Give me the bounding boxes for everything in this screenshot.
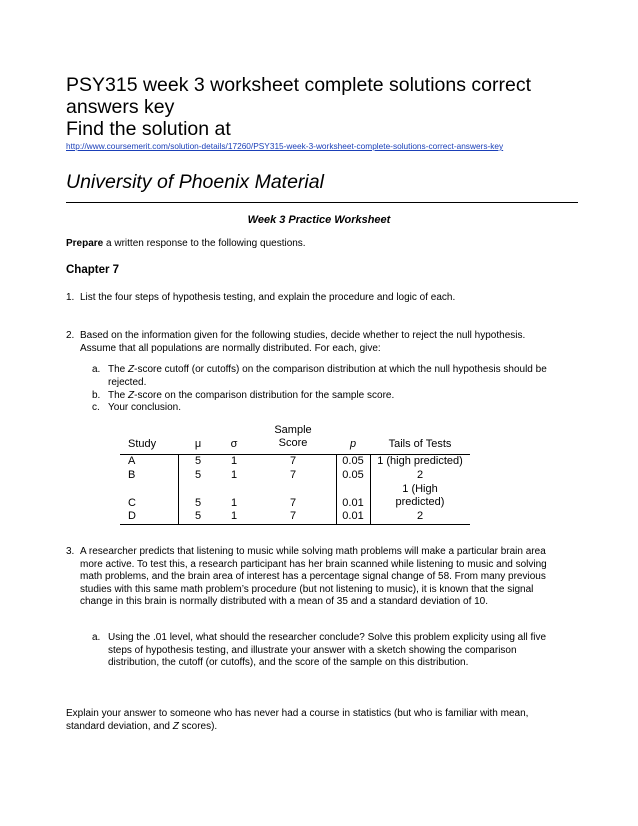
question-number: 1. xyxy=(66,292,75,303)
explain-instructions: Explain your answer to someone who has never had a course in statistics (but who is familiar with mean, standard deviation, and Z scores). xyxy=(66,708,529,732)
header-p: p xyxy=(349,438,357,450)
question-3 xyxy=(66,546,562,622)
prepare-bold: Prepare xyxy=(66,238,104,249)
sub-label: a. xyxy=(92,364,101,375)
question-number: 2. xyxy=(66,330,75,341)
horizontal-divider xyxy=(66,202,578,203)
cell-p: 0.01 xyxy=(342,497,364,509)
cell-score: 7 xyxy=(289,455,297,467)
cell-tails: 2 xyxy=(416,510,424,522)
table-row xyxy=(120,469,470,483)
cell-mu: 5 xyxy=(194,455,202,467)
question-2c xyxy=(80,402,560,416)
prepare-rest: a written response to the following questions. xyxy=(103,238,306,249)
cell-sigma: 1 xyxy=(230,469,238,481)
cell-score: 7 xyxy=(289,497,297,509)
cell-tails: 1 (high predicted) xyxy=(377,455,463,467)
cell-p: 0.05 xyxy=(342,455,364,467)
cell-tails: 1 (High predicted) xyxy=(395,483,445,508)
cell-score: 7 xyxy=(289,469,297,481)
cell-mu: 5 xyxy=(194,497,202,509)
cell-study: C xyxy=(128,497,136,509)
title-line-3: Find the solution at xyxy=(66,118,231,140)
header-sample-score: Sample Score xyxy=(274,424,312,449)
header-sigma: σ xyxy=(230,438,238,450)
sub-label: a. xyxy=(92,632,101,643)
institution-heading: University of Phoenix Material xyxy=(66,171,324,193)
cell-mu: 5 xyxy=(194,510,202,522)
cell-tails: 2 xyxy=(416,469,424,481)
sub-label: b. xyxy=(92,390,101,401)
header-study: Study xyxy=(128,438,157,450)
cell-study: A xyxy=(128,455,136,467)
cell-p: 0.05 xyxy=(342,469,364,481)
sub-label: c. xyxy=(92,402,100,413)
cell-p: 0.01 xyxy=(342,510,364,522)
question-number: 3. xyxy=(66,546,75,557)
question-text: List the four steps of hypothesis testing, and explain the procedure and logic of each. xyxy=(80,292,456,303)
table-row xyxy=(120,455,470,469)
sub-text: The Z-score on the comparison distribution for the sample score. xyxy=(108,390,395,401)
cell-sigma: 1 xyxy=(230,497,238,509)
title-line-2: answers key xyxy=(66,96,175,118)
cell-study: B xyxy=(128,469,136,481)
sub-text: Using the .01 level, what should the researcher conclude? Solve this problem explicity using all five steps of hypothesis testing, and illustrate your answer with a sketch showing the comparison distribution, the cutoff (or cutoffs), and the score of the sample on this distribution. xyxy=(108,632,547,668)
table-row xyxy=(120,510,470,525)
table-header-row xyxy=(120,420,470,455)
cell-score: 7 xyxy=(289,510,297,522)
question-3a xyxy=(80,632,560,672)
chapter-heading: Chapter 7 xyxy=(66,264,120,276)
header-tails: Tails of Tests xyxy=(388,438,452,450)
cell-mu: 5 xyxy=(194,469,202,481)
document-title xyxy=(66,74,586,140)
question-1 xyxy=(66,292,562,306)
instructions xyxy=(66,238,306,251)
cell-sigma: 1 xyxy=(230,510,238,522)
cell-study: D xyxy=(128,510,136,522)
header-mu: μ xyxy=(194,438,202,450)
table-row xyxy=(120,483,470,510)
sub-text: Your conclusion. xyxy=(108,402,182,413)
solution-link[interactable]: http://www.coursemerit.com/solution-details/17260/PSY315-week-3-worksheet-complete-solutions-correct-answers-key xyxy=(66,141,504,151)
question-text: A researcher predicts that listening to music while solving math problems will make a particular brain area more active. To test this, a research participant has her brain scanned while listening to music and solving math problems, and the brain area of interest has a percentage signal change of 58. From many previous studies with this same math problem’s procedure (but not listening to music), it is known that the signal change in this brain is normally distributed with a mean of 35 and a standard deviation of 10. xyxy=(80,546,547,607)
question-text: Based on the information given for the following studies, decide whether to reject the null hypothesis. Assume that all populations are normally distributed. For each, give: xyxy=(80,330,526,354)
question-2 xyxy=(66,330,562,358)
sub-text: The Z-score cutoff (or cutoffs) on the comparison distribution at which the null hypothesis should be rejected. xyxy=(108,364,547,388)
cell-sigma: 1 xyxy=(230,455,238,467)
question-2a xyxy=(80,364,560,390)
title-line-1: PSY315 week 3 worksheet complete solutions correct xyxy=(66,74,531,96)
worksheet-title: Week 3 Practice Worksheet xyxy=(247,214,391,226)
